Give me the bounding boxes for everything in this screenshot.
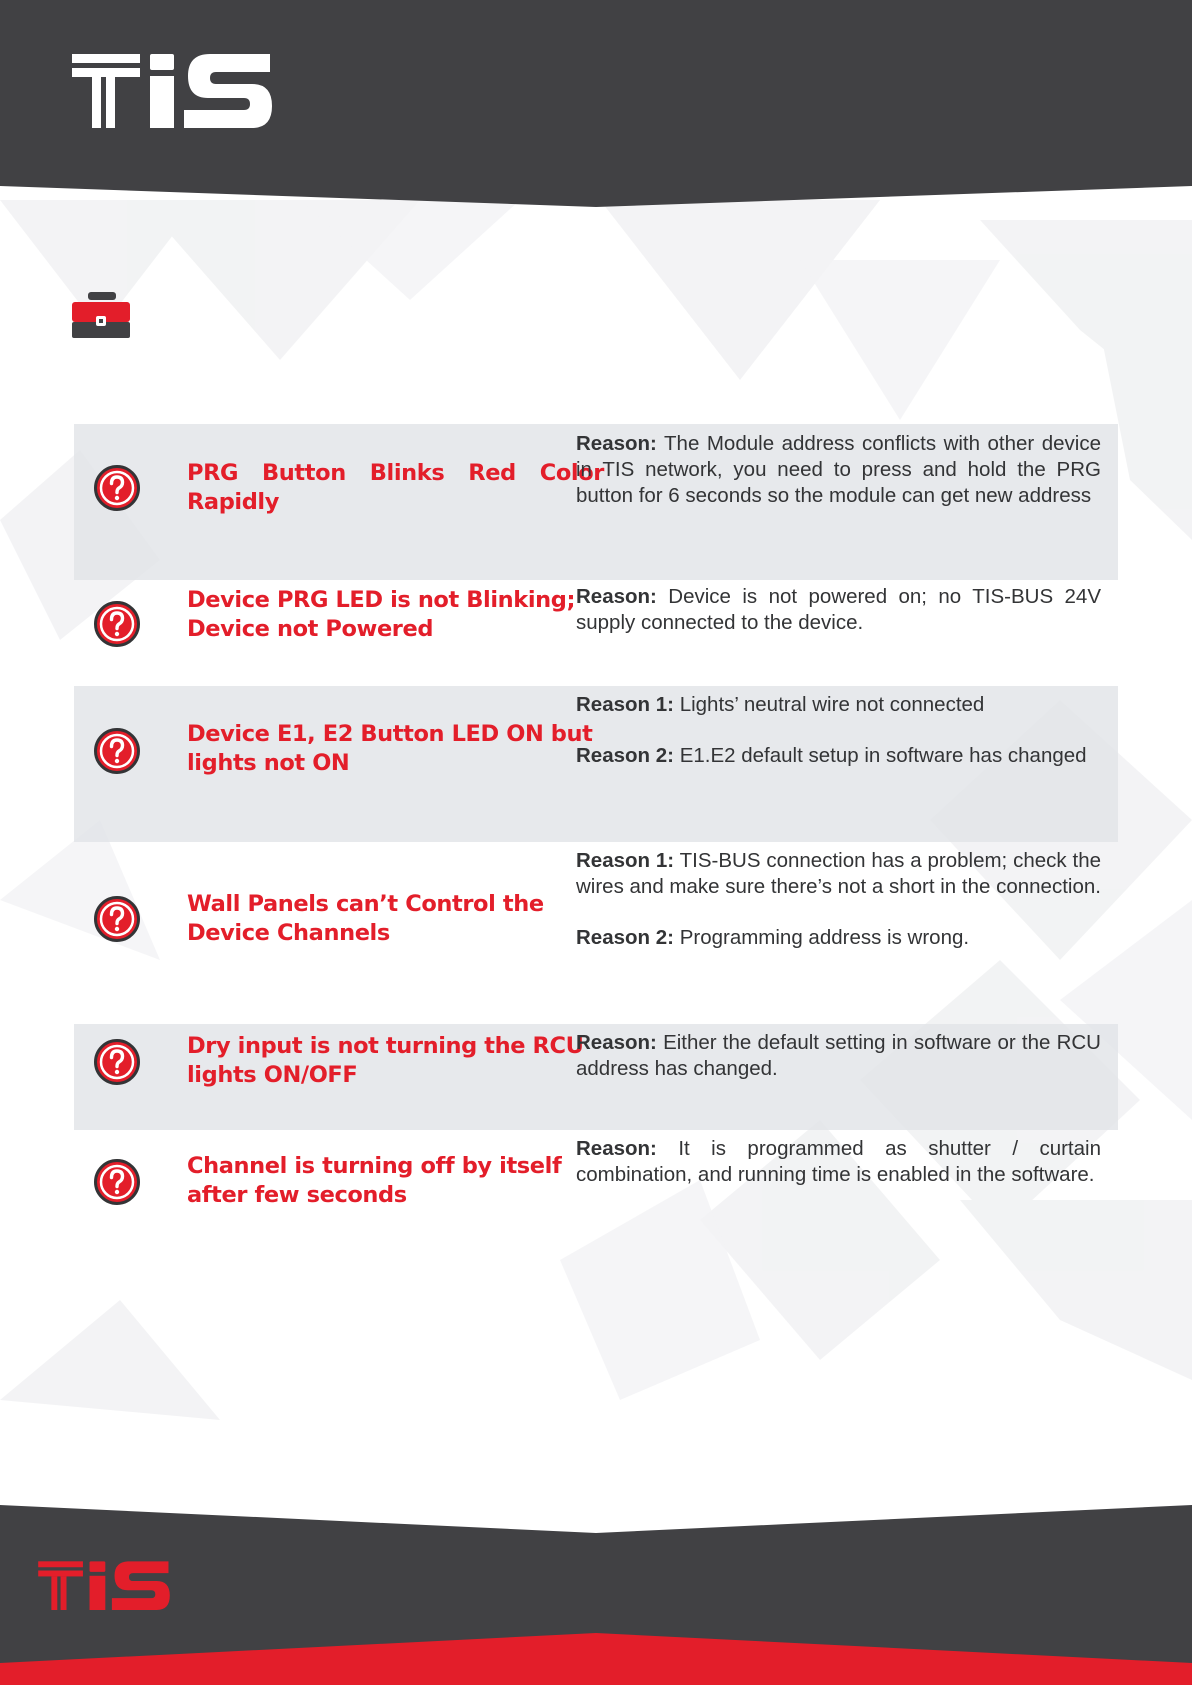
- answer-paragraph: Reason 2: Programming address is wrong.: [576, 926, 970, 949]
- faq-row: [74, 1024, 1118, 1130]
- faq-row: [74, 580, 1118, 686]
- answer-block: [576, 584, 1101, 636]
- tis-logo: [72, 52, 272, 128]
- question-mark-icon: [94, 601, 140, 647]
- answer-paragraph: Reason 1: TIS-BUS connection has a problem; check the wires and make sure there’s not a short in the connection.: [576, 849, 1101, 898]
- answer-paragraph: Reason: It is programmed as shutter / curtain combination, and running time is enabled in the software.: [576, 1137, 1101, 1186]
- toolbox-icon: [72, 292, 132, 338]
- question-text: Channel is turning off by itself after few seconds: [187, 1153, 562, 1208]
- question-text: Dry input is not turning the RCU lights ON/OFF: [187, 1033, 584, 1088]
- answer-block: [576, 1030, 1101, 1082]
- answer-paragraph: Reason: The Module address conflicts with other device in TIS network, you need to press and hold the PRG button for 6 seconds so the module can get new address: [576, 432, 1102, 507]
- answer-paragraph: Reason: Device is not powered on; no TIS-BUS 24V supply connected to the device.: [576, 585, 1101, 634]
- troubleshooting-table: [74, 424, 1118, 1240]
- question-mark-icon: [94, 896, 140, 942]
- answer-paragraph: Reason: Either the default setting in software or the RCU address has changed.: [576, 1031, 1101, 1080]
- tis-logo-footer: [38, 1560, 170, 1610]
- answer-block: [576, 1136, 1101, 1188]
- faq-row: [74, 686, 1118, 842]
- faq-row: [74, 424, 1118, 580]
- question-text: Device E1, E2 Button LED ON but lights not ON: [187, 721, 593, 776]
- answer-paragraph: Reason 2: E1.E2 default setup in software has changed: [576, 744, 1087, 767]
- question-mark-icon: [94, 465, 140, 511]
- footer-band: [0, 1505, 1192, 1685]
- question-text: Wall Panels can’t Control the Device Channels: [187, 891, 544, 946]
- answer-block: [576, 431, 1101, 509]
- question-text-last-line: Rapidly: [187, 489, 280, 515]
- question-text: PRG Button Blinks Red Color Rapidly: [187, 460, 604, 515]
- question-mark-icon: [94, 1159, 140, 1205]
- answer-block: [576, 848, 1101, 951]
- question-mark-icon: [94, 1039, 140, 1085]
- faq-row: [74, 842, 1118, 1024]
- faq-row: [74, 1130, 1118, 1240]
- question-text: Device PRG LED is not Blinking; Device not Powered: [187, 587, 576, 642]
- answer-block: [576, 692, 1101, 769]
- answer-paragraph: Reason 1: Lights’ neutral wire not connected: [576, 693, 985, 716]
- question-mark-icon: [94, 728, 140, 774]
